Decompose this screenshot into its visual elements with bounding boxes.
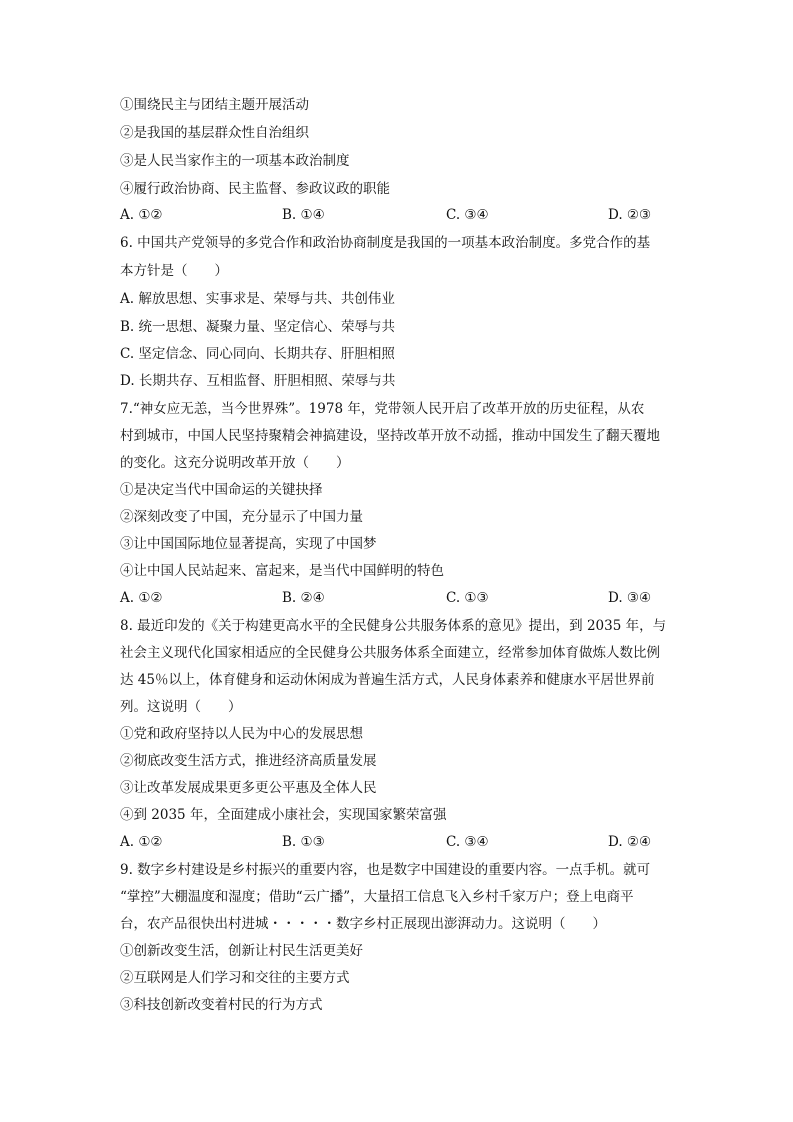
q7-stem-line-2: 村到城市，中国人民坚持聚精会神搞建设，坚持改革开放不动摇，推动中国发生了翻天覆地	[120, 428, 660, 444]
q5-option-c: C. ③④	[446, 207, 489, 223]
q8-options	[120, 833, 680, 851]
q7-option-a: A. ①②	[120, 590, 163, 606]
q7-statement-1: ①是决定当代中国命运的关键抉择	[120, 482, 323, 498]
q8-stem-line-2: 社会主义现代化国家相适应的全民健身公共服务体系全面建立，经常参加体育做炼人数比例	[120, 645, 660, 661]
q8-statement-4: ④到 2035 年，全面建成小康社会，实现国家繁荣富强	[120, 807, 447, 823]
q6-choice-c: C. 坚定信念、同心同向、长期共存、肝胆相照	[120, 346, 395, 362]
q5-statement-2: ②是我国的基层群众性自治组织	[120, 125, 309, 141]
q8-option-d: D. ②④	[608, 834, 652, 850]
q7-option-b: B. ②④	[282, 590, 325, 606]
q5-statement-4: ④履行政治协商、民主监督、参政议政的职能	[120, 181, 390, 197]
q8-stem-line-4: 列。这说明（ ）	[120, 699, 242, 715]
q6-choice-b: B. 统一思想、凝聚力量、坚定信心、荣辱与共	[120, 319, 396, 335]
q9-statement-3: ③科技创新改变着村民的行为方式	[120, 997, 323, 1013]
q7-stem-line-1: 7.“神女应无恙，当今世界殊”。1978 年，党带领人民开启了改革开放的历史征程，从农	[120, 401, 645, 417]
q6-choice-a: A. 解放思想、实事求是、荣辱与共、共创伟业	[120, 291, 395, 307]
q7-statement-3: ③让中国国际地位显著提高，实现了中国梦	[120, 536, 377, 552]
q9-stem-line-2: “掌控”大棚温度和湿度；借助“云广播”，大量招工信息飞入乡村千家万户；登上电商平	[120, 889, 634, 905]
q9-stem-line-3: 台，农产品很快出村进城・・・・・数字乡村正展现出澎湃动力。这说明（ ）	[120, 916, 606, 932]
q5-statement-3: ③是人民当家作主的一项基本政治制度	[120, 153, 350, 169]
q8-option-c: C. ③④	[446, 834, 489, 850]
q8-option-b: B. ①③	[282, 834, 325, 850]
q7-statement-2: ②深刻改变了中国，充分显示了中国力量	[120, 509, 363, 525]
q6-stem-line-2: 本方针是（ ）	[120, 263, 228, 279]
q9-statement-1: ①创新改变生活，创新让村民生活更美好	[120, 943, 363, 959]
q8-stem-line-1: 8. 最近印发的《关于构建更高水平的全民健身公共服务体系的意见》提出，到 2035 年，与	[120, 618, 667, 634]
q8-option-a: A. ①②	[120, 834, 163, 850]
q7-option-d: D. ③④	[608, 590, 652, 606]
q7-statement-4: ④让中国人民站起来、富起来，是当代中国鲜明的特色	[120, 563, 444, 579]
q8-statement-1: ①党和政府坚持以人民为中心的发展思想	[120, 726, 363, 742]
q5-option-d: D. ②③	[608, 207, 652, 223]
q8-statement-2: ②彻底改变生活方式，推进经济高质量发展	[120, 753, 377, 769]
q8-statement-3: ③让改革发展成果更多更公平惠及全体人民	[120, 780, 377, 796]
q6-choice-d: D. 长期共存、互相监督、肝胆相照、荣辱与共	[120, 373, 396, 389]
q5-options	[120, 206, 680, 224]
q7-options	[120, 589, 680, 607]
q6-stem-line-1: 6. 中国共产党领导的多党合作和政治协商制度是我国的一项基本政治制度。多党合作的基	[120, 235, 651, 251]
q5-statement-1: ①围绕民主与团结主题开展活动	[120, 97, 309, 113]
q5-option-a: A. ①②	[120, 207, 163, 223]
q9-statement-2: ②互联网是人们学习和交往的主要方式	[120, 970, 350, 986]
q5-option-b: B. ①④	[282, 207, 325, 223]
q9-stem-line-1: 9. 数字乡村建设是乡村振兴的重要内容，也是数字中国建设的重要内容。一点手机。就可	[120, 862, 651, 878]
q7-option-c: C. ①③	[446, 590, 489, 606]
q8-stem-line-3: 达 45％以上，体育健身和运动休闲成为普遍生活方式，人民身体素养和健康水平居世界前	[120, 672, 655, 688]
q7-stem-line-3: 的变化。这充分说明改革开放（ ）	[120, 455, 350, 471]
